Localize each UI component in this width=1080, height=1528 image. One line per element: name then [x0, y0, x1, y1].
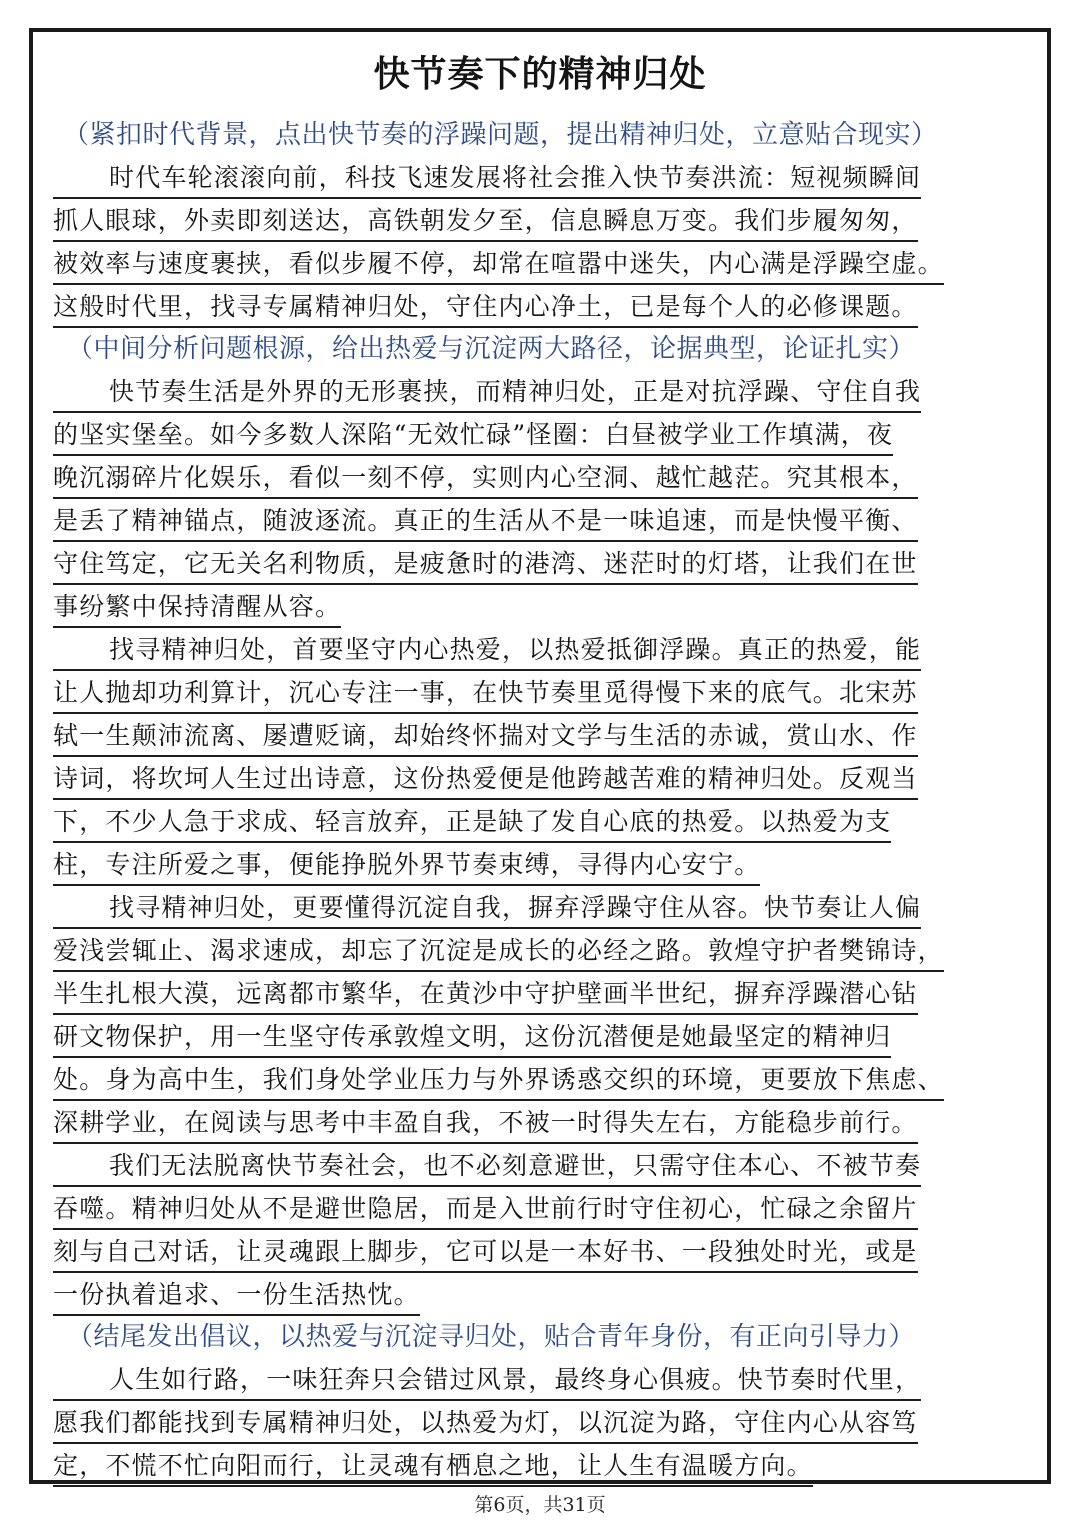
annotation-middle: （中间分析问题根源，给出热爱与沉淀两大路径，论据典型，论证扎实）: [67, 334, 916, 364]
essay-title: 快节奏下的精神归处: [373, 54, 707, 95]
paragraph-6: [53, 1358, 1033, 1487]
text-line: 我们无法脱离快节奏社会，也不必刻意避世，只需守住本心、不被节奏: [53, 1144, 1033, 1187]
text-line: 守住笃定，它无关名利物质，是疲惫时的港湾、迷茫时的灯塔，让我们在世: [53, 542, 1033, 585]
text-line: 刻与自己对话，让灵魂跟上脚步，它可以是一本好书、一段独处时光，或是: [53, 1230, 1033, 1273]
text-line: 找寻精神归处，首要坚守内心热爱，以热爱抵御浮躁。真正的热爱，能: [53, 628, 1033, 671]
text-line: 事纷繁中保持清醒从容。: [53, 585, 1033, 628]
text-line: 下，不少人急于求成、轻言放弃，正是缺了发自心底的热爱。以热爱为支: [53, 800, 1033, 843]
paragraph-3: [53, 628, 1033, 886]
text-line: 深耕学业，在阅读与思考中丰盈自我，不被一时得失左右，方能稳步前行。: [53, 1101, 1033, 1144]
essay-body: [53, 114, 1033, 1487]
text-line: 的坚实堡垒。如今多数人深陷“无效忙碌”怪圈：白昼被学业工作填满，夜: [53, 413, 1033, 456]
paragraph-2: [53, 370, 1033, 628]
text-line: 爱浅尝辄止、渴求速成，却忘了沉淀是成长的必经之路。敦煌守护者樊锦诗，: [53, 929, 1033, 972]
text-line: 找寻精神归处，更要懂得沉淀自我，摒弃浮躁守住从容。快节奏让人偏: [53, 886, 1033, 929]
text-line: 抓人眼球，外卖即刻送达，高铁朝发夕至，信息瞬息万变。我们步履匆匆，: [53, 199, 1033, 242]
text-line: 轼一生颠沛流离、屡遭贬谪，却始终怀揣对文学与生活的赤诚，赏山水、作: [53, 714, 1033, 757]
text-line: 吞噬。精神归处从不是避世隐居，而是入世前行时守住初心，忙碌之余留片: [53, 1187, 1033, 1230]
text-line: 半生扎根大漠，远离都市繁华，在黄沙中守护壁画半世纪，摒弃浮躁潜心钻: [53, 972, 1033, 1015]
text-line: 诗词，将坎坷人生过出诗意，这份热爱便是他跨越苦难的精神归处。反观当: [53, 757, 1033, 800]
page-number: 第6页，共31页: [474, 1494, 606, 1516]
text-line: 快节奏生活是外界的无形裹挟，而精神归处，正是对抗浮躁、守住自我: [53, 370, 1033, 413]
paragraph-4: [53, 886, 1033, 1144]
annotation-conclusion: （结尾发出倡议，以热爱与沉淀寻归处，贴合青年身份，有正向引导力）: [67, 1322, 916, 1352]
text-line: 柱，专注所爱之事，便能挣脱外界节奏束缚，寻得内心安宁。: [53, 843, 1033, 886]
paragraph-1: [53, 156, 1033, 328]
text-line: 这般时代里，找寻专属精神归处，守住内心净土，已是每个人的必修课题。: [53, 285, 1033, 328]
annotation-intro: （紧扣时代背景，点出快节奏的浮躁问题，提出精神归处，立意贴合现实）: [63, 120, 938, 150]
text-line: 一份执着追求、一份生活热忱。: [53, 1273, 1033, 1316]
text-line: 被效率与速度裹挟，看似步履不停，却常在喧嚣中迷失，内心满是浮躁空虚。: [53, 242, 1033, 285]
text-line: 定，不慌不忙向阳而行，让灵魂有栖息之地，让人生有温暖方向。: [53, 1444, 1033, 1487]
text-line: 时代车轮滚滚向前，科技飞速发展将社会推入快节奏洪流：短视频瞬间: [53, 156, 1033, 199]
text-line: 让人抛却功利算计，沉心专注一事，在快节奏里觅得慢下来的底气。北宋苏: [53, 671, 1033, 714]
text-line: 处。身为高中生，我们身处学业压力与外界诱惑交织的环境，更要放下焦虑、: [53, 1058, 1033, 1101]
text-line: 研文物保护，用一生坚守传承敦煌文明，这份沉潜便是她最坚定的精神归: [53, 1015, 1033, 1058]
text-line: 人生如行路，一味狂奔只会错过风景，最终身心俱疲。快节奏时代里，: [53, 1358, 1033, 1401]
paragraph-5: [53, 1144, 1033, 1316]
text-line: 愿我们都能找到专属精神归处，以热爱为灯，以沉淀为路，守住内心从容笃: [53, 1401, 1033, 1444]
text-line: 是丢了精神锚点，随波逐流。真正的生活从不是一味追速，而是快慢平衡、: [53, 499, 1033, 542]
text-line: 晚沉溺碎片化娱乐，看似一刻不停，实则内心空洞、越忙越茫。究其根本，: [53, 456, 1033, 499]
